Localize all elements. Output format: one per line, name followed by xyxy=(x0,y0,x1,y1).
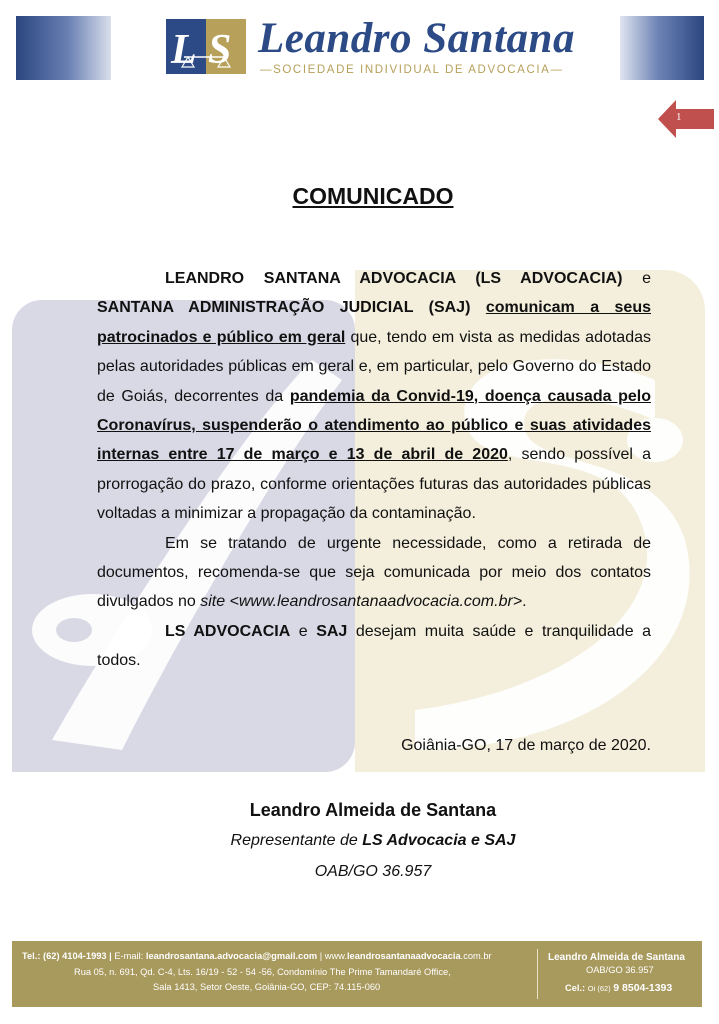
paragraph-2: Em se tratando de urgente necessidade, como a retirada de documentos, recomenda-se que seja comunicada por meio dos contatos divulgados no site <www.leandrosantanaadvocacia.com.br>. xyxy=(97,534,651,611)
footer-contact-line: Tel.: (62) 4104-1993 | E-mail: leandrosantana.advocacia@gmail.com | www.leandrosantanaadvocacia.com.br xyxy=(22,951,492,961)
page-arrow-icon xyxy=(658,100,714,138)
page-number: 1 xyxy=(676,111,682,123)
signatory-role: Representante de LS Advocacia e SAJ xyxy=(230,832,516,849)
document-title: COMUNICADO xyxy=(292,183,454,209)
document-date: Goiânia-GO, 17 de março de 2020. xyxy=(401,737,651,754)
ls-logo-icon xyxy=(166,19,246,74)
paragraph-1: LEANDRO SANTANA ADVOCACIA (LS ADVOCACIA) e SANTANA ADMINISTRAÇÃO JUDICIAL (SAJ) comunicam a seus patrocinados e público em geral que, tendo em vista as medidas adotadas pelas autoridades públicas em geral e, em particular, pelo Governo do Estado de Goiás, decorrentes da pandemia da Convid-19, doença causada pelo Coronavírus, suspenderão o atendimento ao público e suas atividades internas entre 17 de março e 13 de abril de 2020, sendo possível a prorrogação do prazo, conforme orientações futuras das autoridades públicas voltadas a minimizar a propagação da contaminação. xyxy=(97,270,652,523)
footer-address-line-1: Rua 05, n. 691, Qd. C-4, Lts. 16/19 - 52 - 54 -56, Condomínio The Prime Tamandaré Office, xyxy=(74,967,451,977)
signatory-name: Leandro Almeida de Santana xyxy=(249,800,497,820)
header-left-band xyxy=(16,16,111,80)
footer-divider xyxy=(537,949,538,999)
footer-address-line-2: Sala 1413, Setor Oeste, Goiânia-GO, CEP: 74.115-060 xyxy=(153,982,381,992)
brand-subtitle: —SOCIEDADE INDIVIDUAL DE ADVOCACIA— xyxy=(260,64,564,76)
brand-name: Leandro Santana xyxy=(258,15,575,62)
header-right-band xyxy=(620,16,704,80)
footer-right-cel: Cel.: Oi (62) 9 8504-1393 xyxy=(565,982,673,994)
footer-right-name: Leandro Almeida de Santana xyxy=(548,952,685,963)
document-body xyxy=(97,264,651,676)
footer-right-oab: OAB/GO 36.957 xyxy=(586,965,654,975)
paragraph-3: LS ADVOCACIA e SAJ desejam muita saúde e tranquilidade a todos. xyxy=(97,622,651,670)
signatory-oab: OAB/GO 36.957 xyxy=(314,863,432,880)
svg-text:S: S xyxy=(208,27,232,73)
footer xyxy=(12,941,702,1007)
svg-text:L: L xyxy=(171,27,197,73)
